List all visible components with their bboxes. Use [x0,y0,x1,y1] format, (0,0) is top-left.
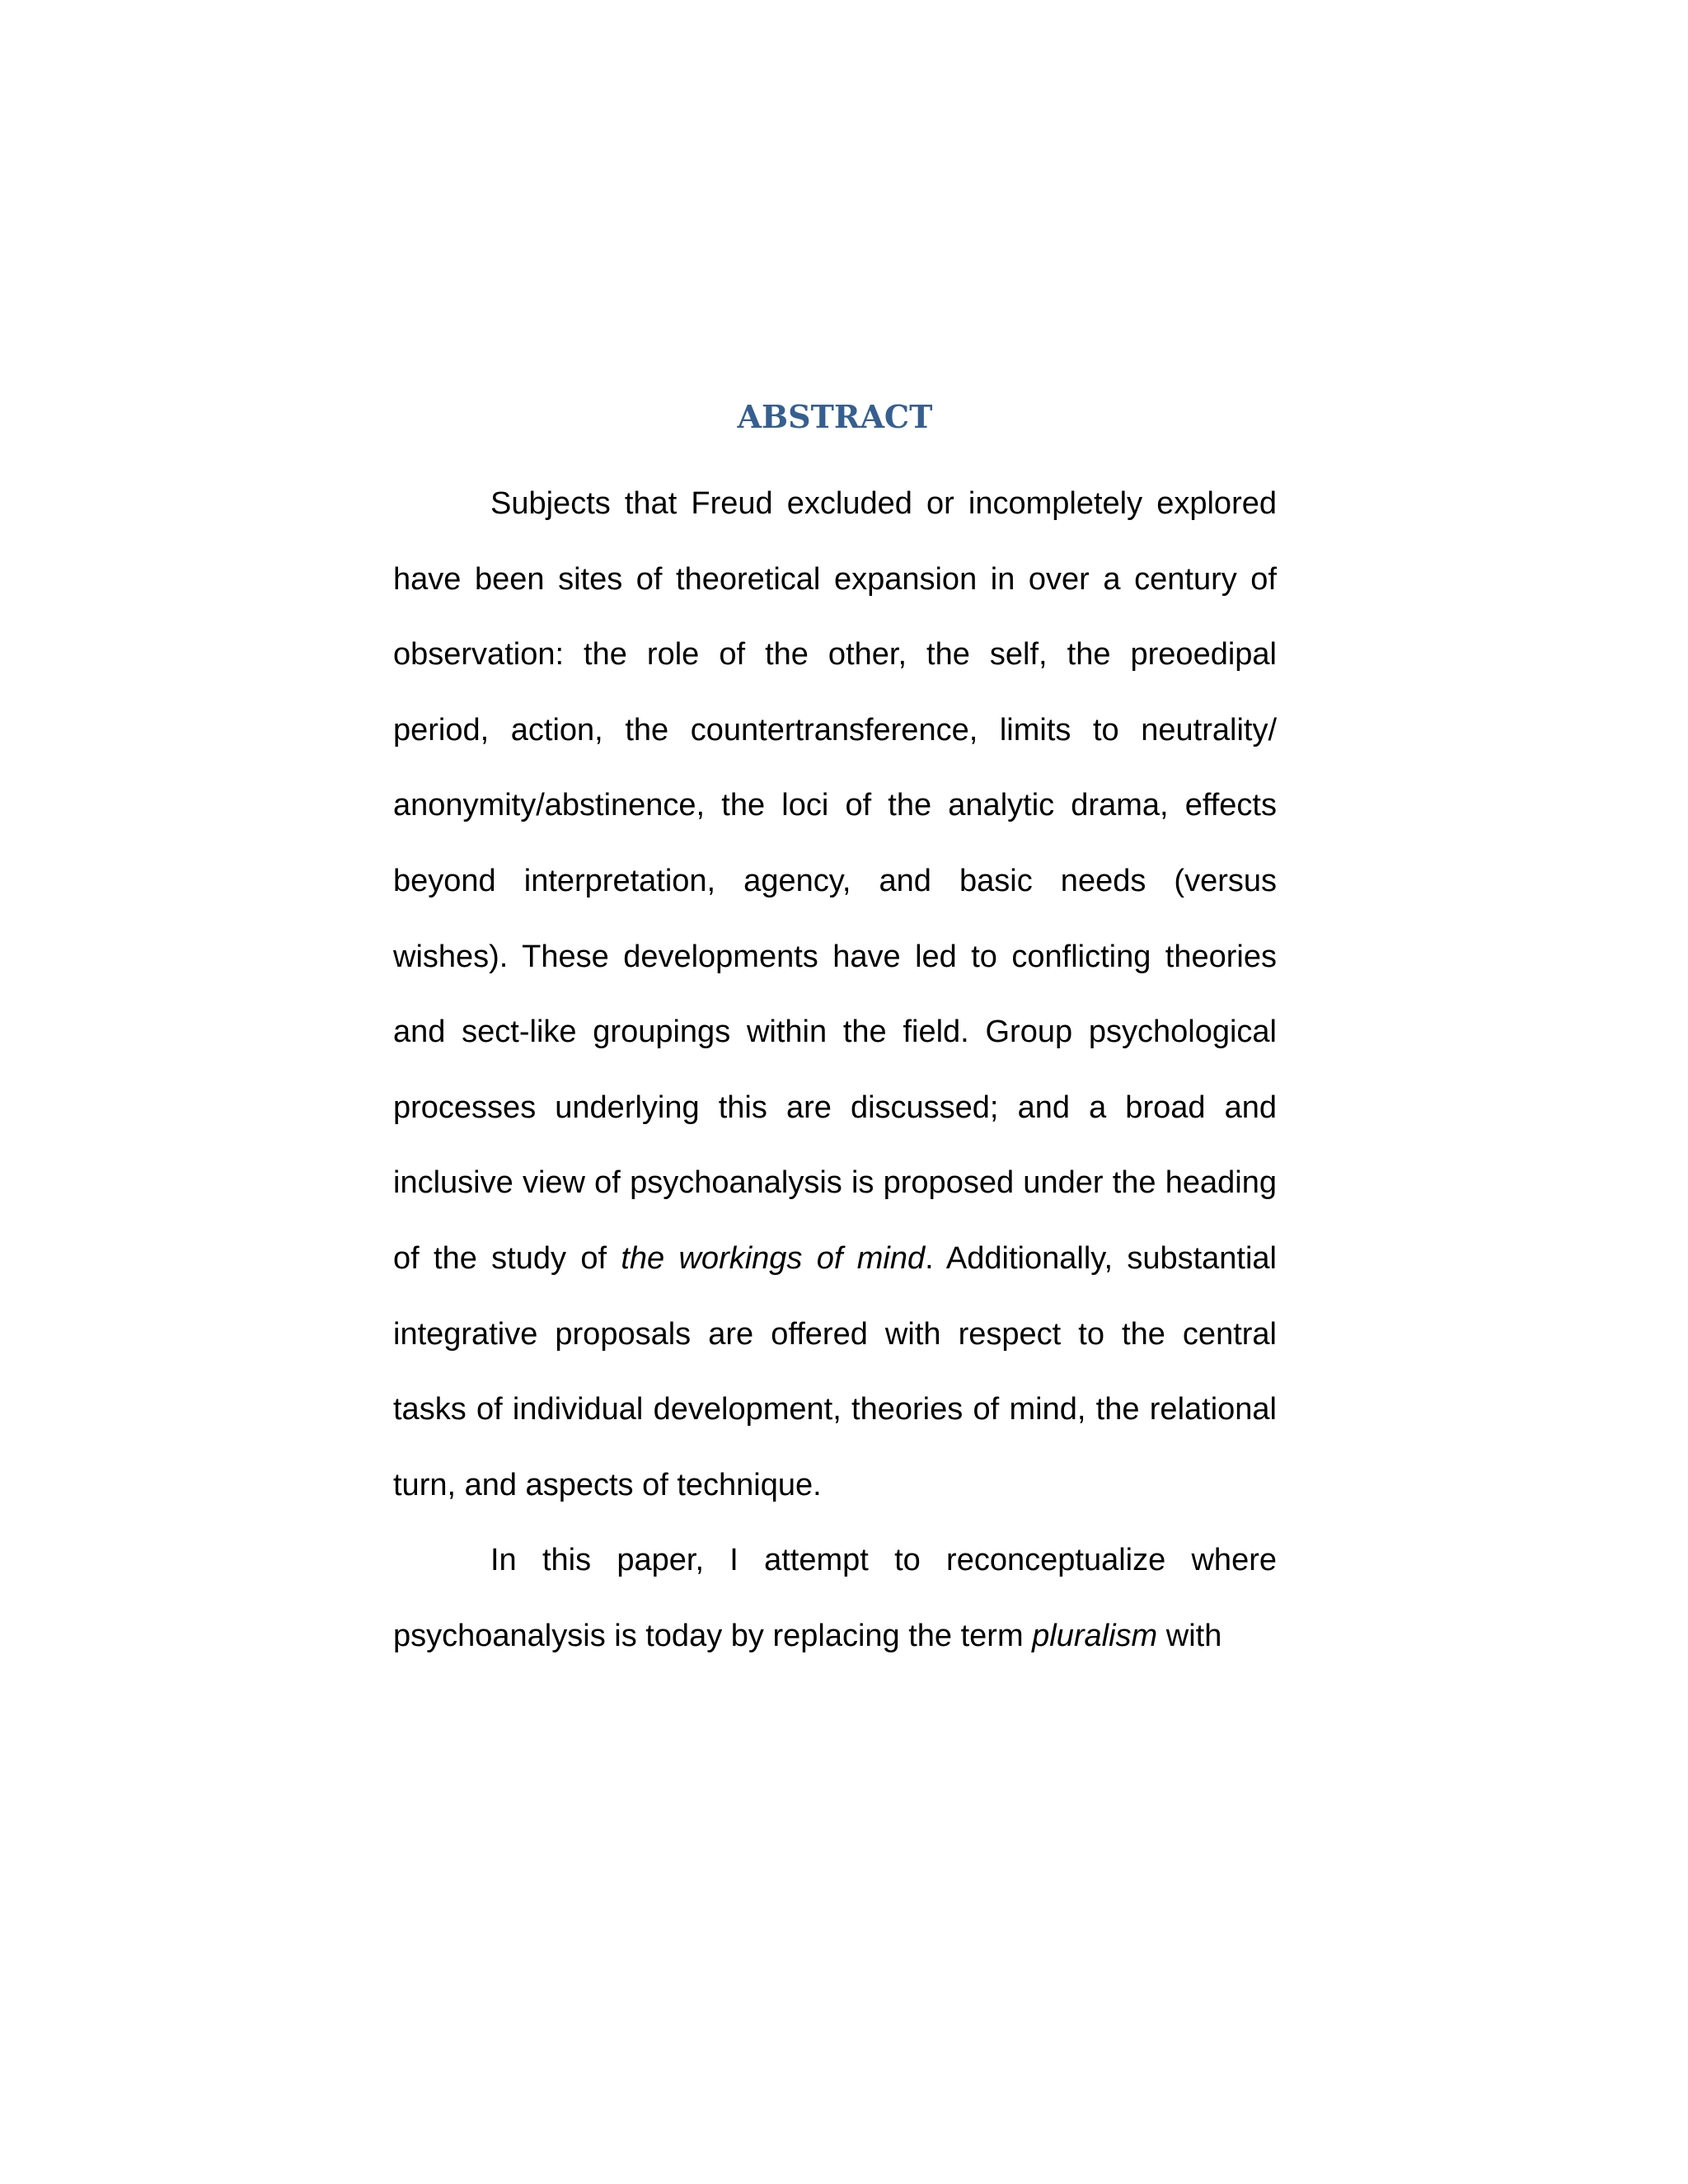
paragraph-1-text-1: Subjects that Freud excluded or incompletely explored have been sites of theoretical expansion in over a century of observation: the role of the other, the self, the preoedipal period, action, the countertransference, limits to neutrality/ anonymity/abstinence, the loci of the analytic drama, effects beyond interpretation, agency, and basic needs (versus wishes). These developments have led to conflicting theories and sect-like groupings within the field. Group psychological processes underlying this are discussed; and a broad and inclusive view of psychoanalysis is proposed under the heading of the study of [393,486,1277,1276]
paragraph-1-text-2: . Additionally, substantial integrative proposals are offered with respect to the central tasks of individual development, theories of mind, the relational turn, and aspects of technique. [393,1240,1277,1502]
paragraph-2-text-2: with [1157,1618,1222,1653]
paragraph-2-text-1: In this paper, I attempt to reconceptualize where psychoanalysis is today by replacing the term [393,1543,1277,1653]
paragraph-2-italic-term: pluralism [1032,1618,1158,1653]
abstract-section [393,394,1277,1675]
abstract-paragraph-1 [393,466,1277,1523]
abstract-heading: ABSTRACT [737,398,933,435]
abstract-paragraph-2 [393,1523,1277,1674]
paragraph-1-italic-phrase: the workings of mind [621,1240,926,1276]
